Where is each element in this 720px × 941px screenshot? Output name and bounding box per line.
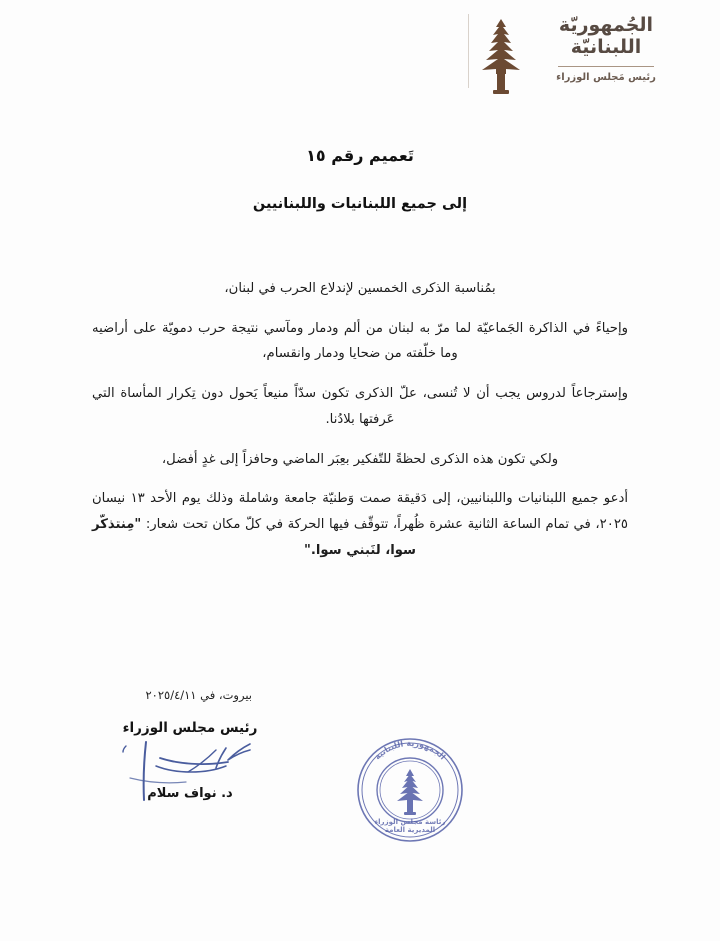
letterhead-subtitle: رئيس مَجلس الوزراء: [556, 71, 656, 83]
slogan-text: "مِنتذكّر سوا، لنَبني سوا.": [92, 517, 417, 558]
date-line: بيروت، في ٢٠٢٥/٤/١١: [145, 688, 252, 702]
body-paragraph: ولكي تكون هذه الذكرى لحظةً للتّفكير بعِبَر الماضي وحافزاً إلى غدٍ أفضل،: [161, 451, 559, 467]
signatory-name: د. نواف سلام: [147, 786, 233, 801]
emblem-line-2: اللبنانيّة: [570, 36, 642, 59]
signature-title: رئيس مجلس الوزراء: [122, 720, 258, 736]
letterhead: [470, 12, 700, 117]
seal-outer-text: الجمهورية اللبنانية: [372, 738, 448, 762]
body-paragraph: بمُناسبة الذكرى الخمسين لإندلاع الحرب في لبنان،: [224, 281, 496, 296]
body-final-paragraph: [92, 486, 628, 563]
letterhead-vertical-divider: [468, 14, 469, 88]
emblem-text-block: [540, 12, 672, 83]
letterhead-rule: [558, 66, 654, 67]
document-body: [92, 276, 628, 564]
page-title: تَعميم رقم ١٥: [306, 146, 414, 165]
seal-inner-text-2: المديرية العامة: [384, 826, 436, 834]
seal-inner-text-1: رئاسة مجلس الوزراء: [374, 818, 446, 826]
signature-block: [90, 720, 290, 801]
body-paragraph: وإسترجاعاً لدروس يجب أن لا تُنسى، علّ الذكرى تكون سدّاً منيعاً يَحول دون تِكرار المأساة التي عَرفتها بلادُنا.: [92, 386, 628, 427]
final-paragraph-text: أدعو جميع اللبنانيات واللبنانيين، إلى دَقيقة صمت وَطنيّة جامعة وشاملة وذلك يوم الأحد ١٣ نيسان ٢٠٢٥، في تمام الساعة الثانية عشرة ظُهراً، تتوقّف فيها الحركة في كلّ مكان تحت شعار:: [92, 491, 628, 533]
document-addressee: إلى جميع اللبنانيات واللبنانيين: [252, 196, 468, 212]
handwritten-signature: [90, 738, 290, 790]
cedar-tree-icon: [470, 16, 532, 96]
body-paragraph: وإحياءً في الذاكرة الجَماعيّة لما مرّ به لبنان من ألم ودمار ومآسي نتيجة حرب دمويّة على أراضيه وما خلّفته من ضحايا ودمار وانقسام،: [92, 320, 628, 362]
emblem-line-1: الجُمهوريّة: [558, 14, 654, 36]
official-seal: [340, 736, 480, 844]
